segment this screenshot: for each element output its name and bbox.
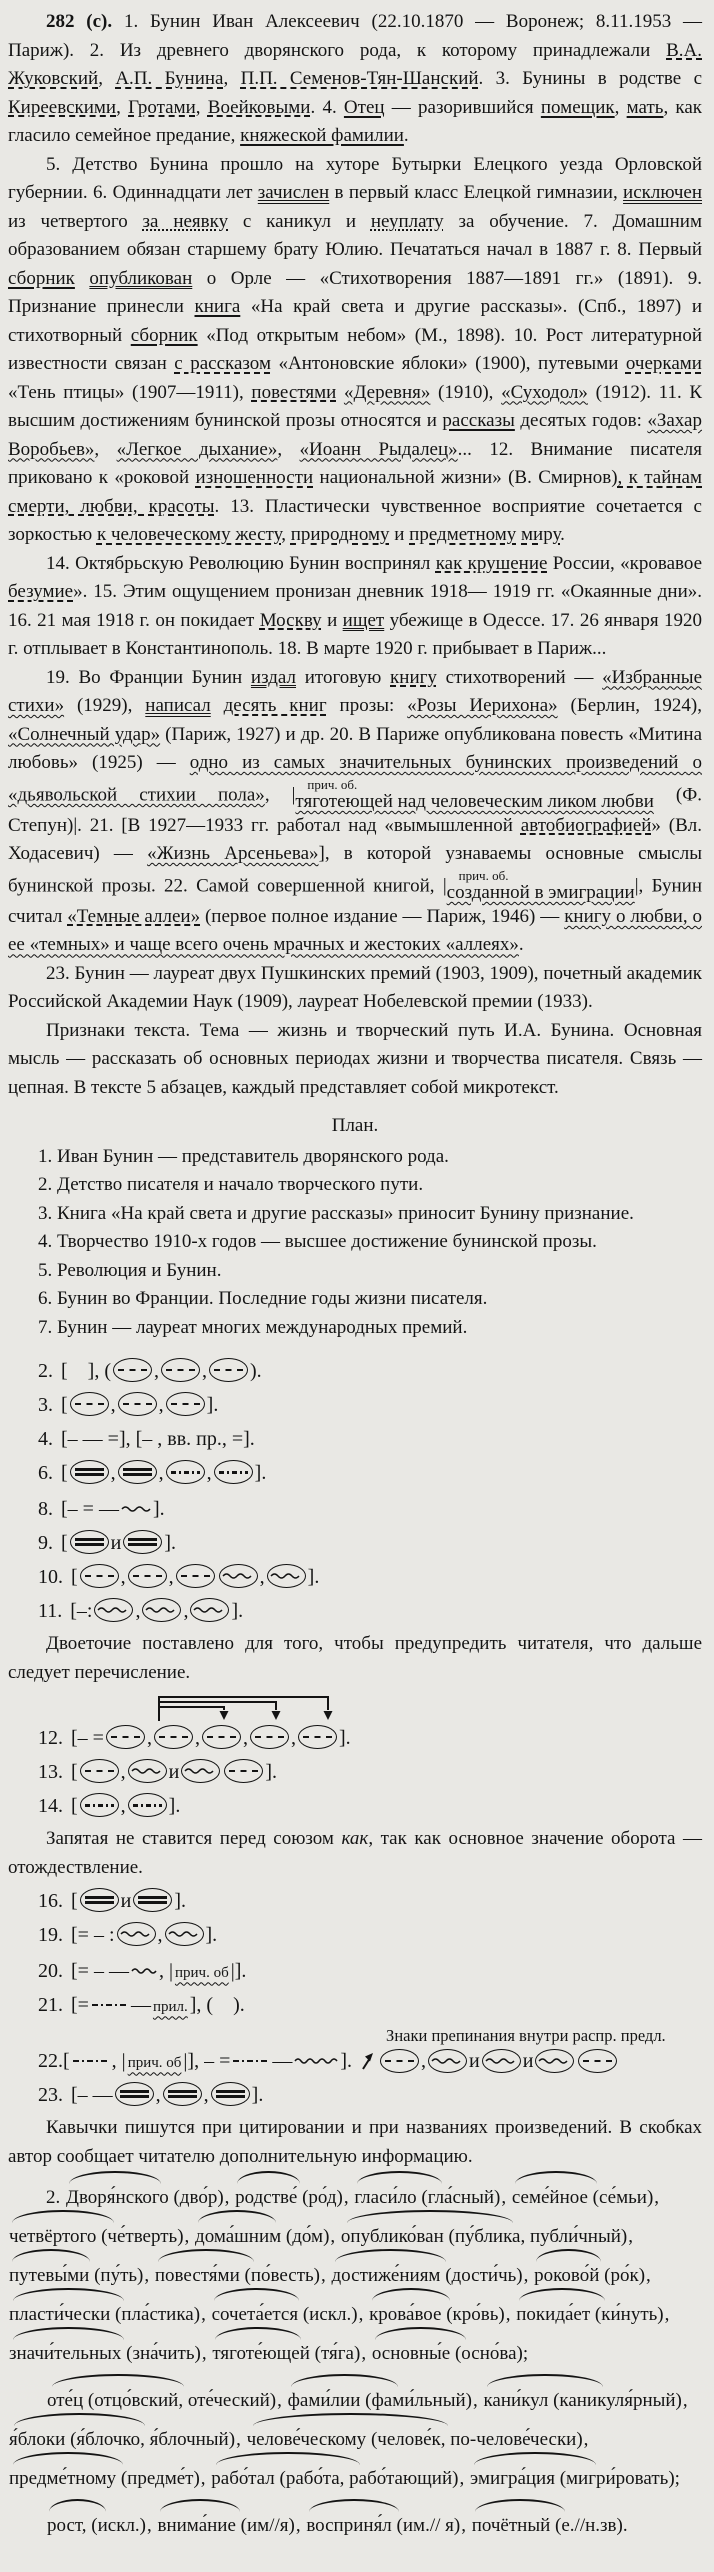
oval-dashed-icon [202, 1725, 241, 1749]
word-analysis-group-2 [8, 2382, 702, 2499]
word: внима́ние [157, 2514, 236, 2536]
oval-double-line-icon [118, 1460, 157, 1484]
oval-wavy-icon [128, 1759, 167, 1783]
checking-word: (предме́т) [116, 2467, 200, 2489]
oval-dashed-icon [106, 1725, 145, 1749]
word: кани́кул [483, 2389, 549, 2411]
checking-word: (тя́га) [309, 2343, 361, 2365]
exercise-number: 282 (с). [46, 11, 113, 32]
word-pair [516, 2296, 663, 2335]
task-number: 2. [46, 2187, 61, 2209]
oval-wavy-icon [219, 1564, 258, 1588]
paragraph-1: 282 (с). 1. Бунин Иван Алексеевич (22.10.1870 — Воронеж; 8.11.1953 — Париж). 2. Из древнего дворянского рода, к которому принадлежали В.А. Жуковский, А.П. Бунина, П.П. Семенов-Тян-Шанский. 3. Бунины в родстве с Киреевскими, Гротами, Воейковыми. 4. Отец — разорившийся помещик, мать, как гласило семейное предание, княжеской фамилии. [8, 11, 703, 146]
word: пласти́чески [9, 2304, 111, 2326]
word: почётный [471, 2514, 551, 2536]
paragraph-2: 5. Детство Бунина прошло на хуторе Бутырки Елецкого уезда Орловской губернии. 6. Одиннадцати лет зачислен в первый класс Елецкой гимназии, исключен из четвертого за неявку с каникул и неуплату за обучение. 7. Домашним образованием обязан старшему брату Юлию. Печататься начал в 1887 г. 8. Первый сборник опубликован о Орле — «Стихотворения 1887—1891 гг.» (1891). 9. Признание принесли книга «На край света и другие рассказы». (Спб., 1897) и стихотворный сборник «Под открытым небом» (М., 1898). 10. Рост литературной известности связан с рассказом «Антоновские яблоки» (1900), путевыми очерками «Тень птицы» (1907—1911), повестями «Деревня» (1910), «Суходол» (1912). 11. К высшим достижениям бунинской прозы относятся и рассказы десятых годов: «Захар Воробьев», «Легкое дыхание», «Иоанн Рыдалец»... 12. Внимание писателя приковано к «роковой изношенности национальной жизни» (В. Смирнов), к тайнам смерти, любви, красоты. 13. Пластически чувственное восприятие сочетается с зоркостью к человеческому жесту, природному и предметному миру. [8, 153, 703, 545]
oval-dashed-icon [224, 1759, 263, 1783]
checking-word: (пла́стика) [110, 2304, 201, 2326]
checking-word: (че́тверть) [96, 2226, 184, 2248]
oval-wavy-icon [482, 2049, 521, 2073]
word: роково́й [534, 2265, 600, 2287]
scheme-10: 10. [ , , , ]. [38, 1566, 320, 1589]
checking-word: (ро́к) [599, 2265, 646, 2287]
word: Дворя́нского [66, 2187, 169, 2209]
oval-double-line-icon [163, 2082, 202, 2106]
word: родстве́ [235, 2187, 298, 2209]
word-pair [472, 2507, 628, 2546]
participial-phrase-label: прич. об. [458, 867, 509, 883]
word-pair [9, 2335, 201, 2374]
scheme-14: 14. [ , ]. [38, 1795, 181, 1818]
word: четвёртого [9, 2226, 97, 2248]
sentence-schemes [8, 1356, 702, 2171]
adjective-label: прил. [152, 1999, 188, 2016]
oval-wavy-icon [267, 1564, 306, 1588]
participial-phrase-label: прич. об [127, 2055, 182, 2072]
oval-wavy-icon [142, 1598, 181, 1622]
word: опублико́ван [340, 2226, 444, 2248]
word: рост, [47, 2514, 87, 2536]
plan-item: 3. Книга «На край света и другие рассказы» приносит Бунину признание. [38, 1202, 634, 1224]
word-pairs: Дворя́нского (дво́р), родстве́ (ро́д), гласи́ло (гла́сный), семе́йное (се́мьи), четвёртого (че́тверть), дома́шним (до́м), опублико́ван (пу́блика, публи́чный), путевы́ми (пу́ть), повестя́ми (по́весть), достиже́ниям (дости́чь), роково́й (ро́к), пласти́чески (пла́стика), сочета́ется (искл.), крова́вое (кро́вь), покида́ет (ки́нуть), значи́тельных (зна́чить), тяготе́ющей (тя́га), основны́е (осно́ва); [8, 2187, 669, 2364]
word: значи́тельных [9, 2343, 122, 2365]
checking-word: (им//я) [235, 2514, 295, 2536]
word-pair [212, 2335, 360, 2374]
oval-wavy-icon [94, 1598, 133, 1622]
word: основны́е [371, 2343, 451, 2365]
checking-word: (кро́вь) [441, 2304, 505, 2326]
plan-item: 2. Детство писателя и начало творческого пути. [38, 1174, 424, 1196]
punctuation-note: Знаки препинания внутри распр. предл. [386, 2026, 666, 2046]
paragraph-6-text-features: Признаки текста. Тема — жизнь и творческий путь И.А. Бунина. Основная мысль — рассказать об основных периодах жизни и творчества писателя. Связь — цепная. В тексте 5 абзацев, каждый представляет собой микротекст. [8, 1019, 702, 1098]
scheme-9: 9. [ и ]. [38, 1532, 177, 1555]
participial-phrase-1: прич. об. тяготеющей над человеческим ликом любви [295, 776, 654, 812]
oval-dashed-icon [209, 1358, 248, 1382]
checking-word: (пу́ть) [89, 2265, 144, 2287]
oval-double-line-icon [123, 1530, 162, 1554]
oval-dashed-icon [118, 1392, 157, 1416]
word: гласи́ло [354, 2187, 417, 2209]
word-analysis-group-1 [8, 2179, 702, 2374]
word-pairs: оте́ц (отцо́вский, оте́ческий), фами́лии (фами́льный), кани́кул (каникуля́рный), я́блоки (я́блочко, я́блочный), челове́ческому (челове́к, по-челове́чески), предме́тному (предме́т), рабо́тал (рабо́та, рабо́тающий), эмигра́ция (мигри́ровать); [8, 2390, 688, 2489]
word: рабо́тал [211, 2467, 275, 2489]
oval-dashed-icon [128, 1564, 167, 1588]
checking-word: (каникуля́рный) [548, 2389, 682, 2411]
checking-word: (осно́ва); [450, 2343, 529, 2365]
scheme-22-annotation-block [360, 2026, 666, 2076]
checking-word: (до́м) [281, 2226, 330, 2248]
checking-word: (зна́чить) [121, 2343, 201, 2365]
word-pair [512, 2179, 653, 2218]
word-pair [483, 2382, 681, 2421]
oval-wavy-icon [181, 1759, 220, 1783]
oval-dash-dot-icon [80, 1793, 119, 1817]
oval-dashed-icon [113, 1358, 152, 1382]
oval-dashed-icon [166, 1392, 205, 1416]
word: челове́ческому [246, 2428, 367, 2450]
word: сочета́ется [211, 2304, 299, 2326]
scheme-4: 4. [– — =], [– , вв. пр., =]. [38, 1428, 255, 1451]
oval-dashed-icon [298, 1725, 337, 1749]
scheme-13: 13. [ , и ]. [38, 1761, 278, 1784]
checking-word: (мигри́ровать); [554, 2467, 680, 2489]
scheme-11: 11. [–: , , ]. [38, 1600, 244, 1623]
scheme-6: 6. [ , , , ]. [38, 1462, 267, 1485]
checking-word: (се́мьи) [587, 2187, 654, 2209]
word: повестя́ми [154, 2265, 240, 2287]
up-arrow-icon [360, 2051, 376, 2071]
plan-item: 7. Бунин — лауреат многих международных премий. [38, 1316, 468, 1338]
oval-double-line-icon [80, 1888, 119, 1912]
scheme-22 [38, 2026, 702, 2076]
scheme-16: 16. [ и ]. [38, 1890, 187, 1913]
checking-word: (дво́р) [168, 2187, 224, 2209]
checking-word: (пу́блика, публи́чный) [443, 2226, 628, 2248]
oval-wavy-icon [190, 1598, 229, 1622]
participial-phrase-label: прич. об [174, 1965, 229, 1982]
checking-word: (искл.) [298, 2304, 358, 2326]
scheme-19: 19. [= – : , ]. [38, 1924, 218, 1947]
paragraph-4: 19. Во Франции Бунин издал итоговую книгу стихотворений — «Избранные стихи» (1929), написал десять книг прозы: «Розы Иерихона» (Берлин, 1924), «Солнечный удар» (Париж, 1927) и др. 20. В Париже опубликована повесть «Митина любовь» (1925) — одно из самых значительных бунинских произведений о «дьявольской стихии пола», | прич. об. тяготеющей над человеческим ликом любви (Ф. Степун)|. 21. [В 1927—1933 гг. работал над «вымышленной автобиографией» (Вл. Ходасевич) — «Жизнь Арсеньева»], в которой узнаваемы основные смыслы бунинской прозы. 22. Самой совершенной книгой, | прич. об. созданной в эмиграции|, Бунин считал «Темные аллеи» (первое полное издание — Париж, 1946) — книгу о любви, о ее «темных» и чаще всего очень мрачных и жестоких «аллеях». [8, 666, 703, 956]
word: я́блоки [9, 2428, 66, 2450]
oval-dashed-icon [380, 2049, 419, 2073]
plan-title: План. [331, 1115, 379, 1137]
word: эмигра́ция [469, 2467, 555, 2489]
scheme-22-brackets: 22.[ , | прич. об |], – = — ]. [38, 2044, 352, 2076]
oval-dashed-icon [176, 1564, 215, 1588]
oval-dash-dot-icon [214, 1460, 253, 1484]
wavy-line-icon [294, 2044, 338, 2074]
oval-dashed-icon [154, 1725, 193, 1749]
oval-wavy-icon [535, 2049, 574, 2073]
dash-dot-line-icon [92, 2004, 128, 2006]
checking-word: (фами́льный) [360, 2389, 472, 2411]
oval-double-line-icon [115, 2082, 154, 2106]
word: достиже́ниям [331, 2265, 441, 2287]
word: дома́шним [195, 2226, 282, 2248]
scheme-12: 12. [– = , , , , ]. [38, 1723, 702, 1753]
oval-double-line-icon [70, 1460, 109, 1484]
oval-dashed-icon [578, 2049, 617, 2073]
word: предме́тному [9, 2467, 117, 2489]
oval-wavy-icon [165, 1922, 204, 1946]
word-pair [9, 2460, 200, 2499]
plan-item: 1. Иван Бунин — представитель дворянского рода. [38, 1145, 449, 1167]
word-pair [372, 2335, 528, 2374]
oval-double-line-icon [70, 1530, 109, 1554]
plan-list [8, 1143, 702, 1343]
oval-dashed-icon [70, 1392, 109, 1416]
checking-word: (отцо́вский, оте́ческий) [83, 2389, 277, 2411]
scheme-22-oval-row: , и и [360, 2046, 666, 2076]
scheme-21: 21. [= — прил. ], ( ). [38, 1994, 245, 2017]
word: покида́ет [516, 2304, 591, 2326]
oval-dashed-icon [250, 1725, 289, 1749]
participial-phrase-2: прич. об. созданной в эмиграции [446, 867, 635, 904]
oval-double-line-icon [211, 2082, 250, 2106]
plan-item: 6. Бунин во Франции. Последние годы жизни писателя. [38, 1288, 488, 1310]
checking-word: (искл.) [86, 2514, 146, 2536]
word: восприня́л [306, 2514, 392, 2536]
checking-word: (рабо́та, рабо́тающий) [274, 2467, 459, 2489]
participial-phrase-label: прич. об. [307, 776, 358, 792]
word: оте́ц [47, 2389, 84, 2411]
oval-wavy-icon [428, 2049, 467, 2073]
wavy-line-icon [121, 1492, 151, 1522]
checking-word: (челове́к, по-челове́чески) [366, 2428, 583, 2450]
word-pair [211, 2460, 458, 2499]
dash-dot-line-icon [73, 2060, 109, 2062]
paragraph-5: 23. Бунин — лауреат двух Пушкинских премий (1903, 1909), почетный академик Российской Академии Наук (1909), лауреат Нобелевской премии (1933). [8, 962, 702, 1013]
checking-word: (е.//н.зв). [550, 2514, 628, 2536]
word-pair [306, 2507, 460, 2546]
plan-item: 5. Революция и Бунин. [38, 1259, 222, 1281]
checking-word: (гла́сный) [416, 2187, 501, 2209]
word: крова́вое [369, 2304, 442, 2326]
oval-dashed-icon [80, 1759, 119, 1783]
scheme-8: 8. [– = — ]. [38, 1492, 702, 1524]
scheme-20: 20. [= – — , | прич. об |]. [38, 1954, 702, 1986]
checking-word: (дости́чь) [440, 2265, 523, 2287]
checking-word: (им.// я) [391, 2514, 461, 2536]
comma-explanation: Запятая не ставится перед союзом как, так как основное значение оборота — отождествление. [8, 1828, 702, 1878]
checking-word: (по́весть) [239, 2265, 320, 2287]
word-pairs: рост, (искл.), внима́ние (им//я), восприня́л (им.// я), почётный (е.//н.зв). [46, 2515, 629, 2536]
scheme-3: 3. [ , , ]. [38, 1394, 219, 1417]
scheme-23: 23. [– — , , ]. [38, 2084, 264, 2107]
word: путевы́ми [9, 2265, 90, 2287]
scheme-2: 2. [ ], ( , , ). [38, 1360, 262, 1383]
checking-word: (я́блочко, я́блочный) [65, 2428, 236, 2450]
oval-double-line-icon [133, 1888, 172, 1912]
oval-dash-dot-icon [166, 1460, 205, 1484]
word-pair [47, 2507, 146, 2546]
plan-item: 4. Творчество 1910-х годов — высшее достижение бунинской прозы. [38, 1231, 597, 1253]
wavy-line-icon [131, 1954, 157, 1984]
oval-wavy-icon [117, 1922, 156, 1946]
word: тяготе́ющей [212, 2343, 310, 2365]
word-pair [158, 2507, 295, 2546]
word: семе́йное [511, 2187, 588, 2209]
word-pair [470, 2460, 680, 2499]
word: фами́лии [287, 2389, 361, 2411]
word-analysis-group-3 [8, 2507, 702, 2546]
checking-word: (ро́д) [297, 2187, 343, 2209]
paragraph-3: 14. Октябрьскую Революцию Бунин воспринял как крушение России, «кровавое безумие». 15. Этим ощущением пронизан дневник 1918— 1919 гг. «Окаянные дни». 16. 21 мая 1918 г. он покидает Москву и ищет убежище в Одессе. 17. 26 января 1920 г. отплывает в Константинополь. 18. В марте 1920 г. прибывает в Париж... [8, 552, 703, 659]
oval-dash-dot-icon [128, 1793, 167, 1817]
oval-dashed-icon [161, 1358, 200, 1382]
oval-dashed-icon [80, 1564, 119, 1588]
colon-explanation: Двоеточие поставлено для того, чтобы предупредить читателя, что дальше следует перечисление. [8, 1633, 702, 1683]
checking-word: (ки́нуть) [590, 2304, 664, 2326]
homogeneous-members-arrows-icon [156, 1693, 356, 1723]
dash-dot-line-icon [233, 2060, 269, 2062]
quotes-explanation: Кавычки пишутся при цитировании и при названиях произведений. В скобках автор сообщает читателю дополнительную информацию. [8, 2117, 702, 2167]
